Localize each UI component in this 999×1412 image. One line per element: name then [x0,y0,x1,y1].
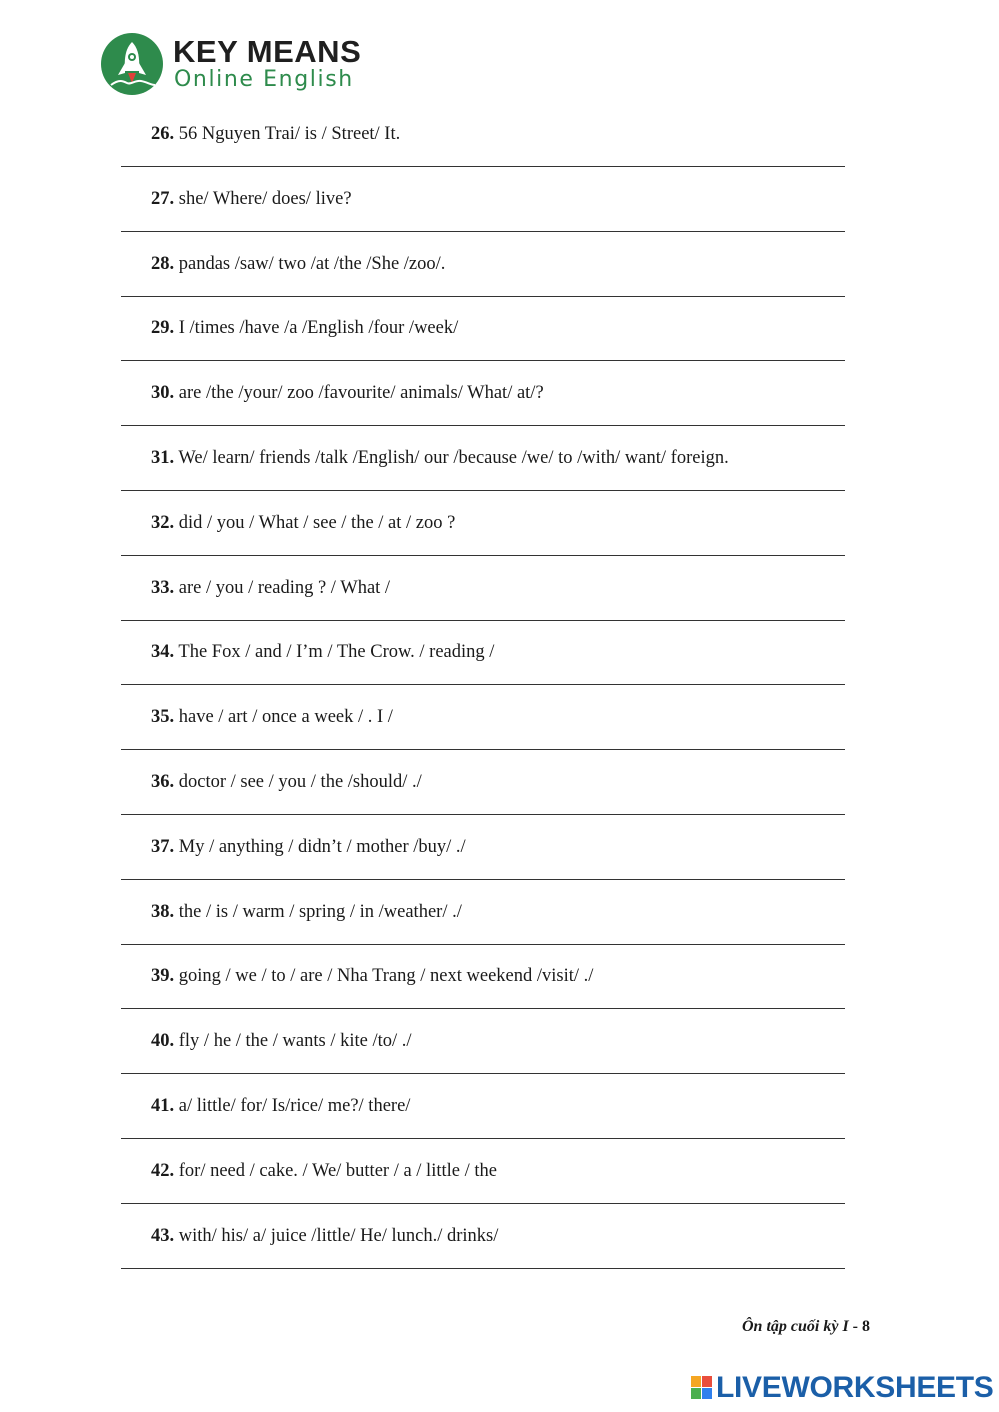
exercise-prompt [151,381,544,405]
exercise-prompt [151,446,729,470]
exercise-item [0,1029,999,1094]
answer-line[interactable] [121,944,845,945]
answer-line[interactable] [121,879,845,880]
exercise-item [0,900,999,965]
answer-line[interactable] [121,166,845,167]
item-number: 34. [151,642,175,663]
answer-line[interactable] [121,620,845,621]
exercise-prompt [151,1159,497,1183]
item-words: a/ little/ for/ Is/rice/ me?/ there/ [178,1096,411,1116]
item-words: the / is / warm / spring / in /weather/ ./ [178,901,462,922]
exercise-item [0,770,999,835]
item-number: 41. [151,1096,175,1116]
exercise-prompt [151,576,390,600]
item-words: fly / he / the / wants / kite /to/ ./ [178,1031,412,1052]
item-words: did / you / What / see / the / at / zoo ? [178,512,456,533]
answer-line[interactable] [121,1268,845,1269]
item-number: 38. [151,901,175,922]
item-words: I /times /have /a /English /four /week/ [178,318,459,339]
item-number: 35. [151,707,175,728]
exercise-prompt [151,900,462,924]
item-number: 40. [151,1031,175,1052]
item-number: 43. [151,1225,175,1246]
answer-line[interactable] [121,296,845,297]
exercise-prompt [151,316,458,340]
exercise-item [0,122,999,187]
item-words: The Fox / and / I’m / The Crow. / reading / [178,642,495,663]
item-words: with/ his/ a/ juice /little/ He/ lunch./ drinks/ [178,1225,499,1246]
exercise-prompt [151,511,455,535]
exercise-item [0,1094,999,1159]
answer-line[interactable] [121,1008,845,1009]
item-number: 32. [151,512,175,533]
exercise-prompt [151,705,393,729]
page-label: Ôn tập cuối kỳ I [742,1318,849,1335]
item-words: pandas /saw/ two /at /the /She /zoo/. [178,253,446,274]
answer-line[interactable] [121,814,845,815]
item-number: 30. [151,383,175,404]
watermark-text: LIVEWORKSHEETS [716,1371,994,1404]
exercise-item [0,705,999,770]
item-number: 26. [151,124,175,144]
exercise-item [0,1159,999,1224]
exercise-item [0,576,999,641]
item-number: 27. [151,188,175,209]
item-words: My / anything / didn’t / mother /buy/ ./ [178,836,466,857]
exercise-prompt [151,1094,410,1118]
exercise-prompt [151,122,400,146]
exercise-item [0,187,999,252]
item-number: 39. [151,966,175,987]
answer-line[interactable] [121,1073,845,1074]
item-words: 56 Nguyen Trai/ is / Street/ It. [178,124,401,144]
answer-line[interactable] [121,490,845,491]
answer-line[interactable] [121,555,845,556]
item-words: for/ need / cake. / We/ butter / a / little / the [178,1160,497,1181]
exercise-item [0,511,999,576]
exercise-prompt [151,835,466,859]
item-number: 37. [151,836,175,857]
exercise-prompt [151,1224,498,1248]
answer-line[interactable] [121,425,845,426]
item-number: 33. [151,577,175,598]
exercise-item [0,252,999,317]
exercise-prompt [151,770,422,794]
item-number: 42. [151,1160,175,1181]
page-footer [742,1318,870,1336]
exercise-prompt [151,252,445,276]
liveworksheets-icon [691,1376,713,1400]
item-words: going / we / to / are / Nha Trang / next weekend /visit/ ./ [178,966,594,987]
item-words: are / you / reading ? / What / [178,577,391,598]
item-number: 29. [151,318,175,339]
item-number: 28. [151,253,175,274]
item-number: 31. [151,448,175,468]
exercise-item [0,381,999,446]
item-words: have / art / once a week / . I / [178,707,393,728]
item-words: doctor / see / you / the /should/ ./ [178,772,422,792]
answer-line[interactable] [121,1203,845,1204]
exercise-prompt [151,640,494,664]
answer-line[interactable] [121,1138,845,1139]
logo-subtitle: Online English [174,67,354,92]
rocket-icon [101,33,163,95]
exercise-item [0,964,999,1029]
answer-line[interactable] [121,231,845,232]
exercise-item [0,1224,999,1289]
exercise-prompt [151,187,352,211]
item-words: are /the /your/ zoo /favourite/ animals/ What/ at/? [178,383,544,404]
key-means-logo [101,33,401,95]
exercise-item [0,446,999,511]
exercise-prompt [151,1029,412,1053]
answer-line[interactable] [121,360,845,361]
item-words: We/ learn/ friends /talk /English/ our /because /we/ to /with/ want/ foreign. [178,448,729,468]
answer-line[interactable] [121,749,845,750]
answer-line[interactable] [121,684,845,685]
exercise-item [0,316,999,381]
exercise-prompt [151,964,593,988]
exercise-item [0,640,999,705]
exercise-item [0,835,999,900]
item-words: she/ Where/ does/ live? [178,188,352,209]
logo-title: KEY MEANS [173,34,362,69]
page-number: - 8 [852,1318,870,1335]
item-number: 36. [151,772,175,792]
